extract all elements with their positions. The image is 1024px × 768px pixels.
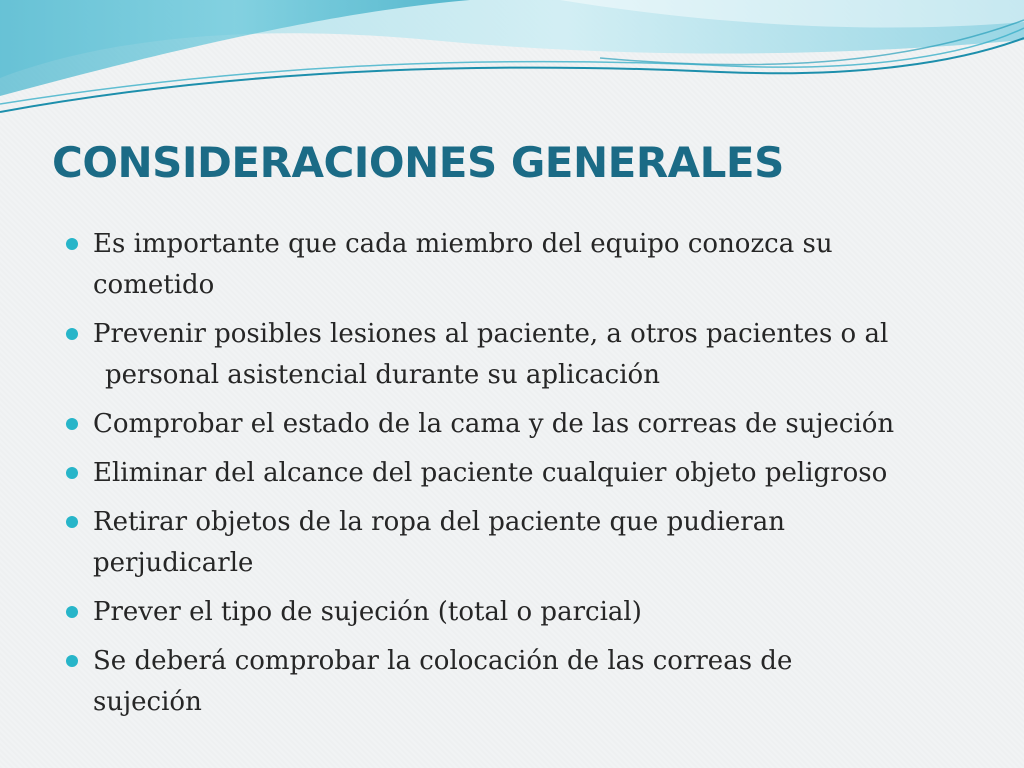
bullet-icon <box>66 328 78 340</box>
header-wave-decoration <box>0 0 1024 130</box>
bullet-list <box>64 224 984 731</box>
list-item-line: Prever el tipo de sujeción (total o parcial) <box>93 597 642 627</box>
list-item-line: cometido <box>93 270 215 300</box>
list-item <box>64 404 984 445</box>
list-item-continuation: personal asistencial durante su aplicación <box>105 360 660 390</box>
list-item-line: Es importante que cada miembro del equipo conozca su <box>93 229 833 259</box>
list-item-line: Prevenir posibles lesiones al paciente, a otros pacientes o al <box>93 319 889 349</box>
list-item-line: Comprobar el estado de la cama y de las correas de sujeción <box>93 409 895 439</box>
list-item <box>64 224 984 306</box>
bullet-icon <box>66 606 78 618</box>
list-item <box>64 502 984 584</box>
list-item-line: Eliminar del alcance del paciente cualquier objeto peligroso <box>93 458 888 488</box>
list-item <box>64 592 984 633</box>
bullet-icon <box>66 467 78 479</box>
bullet-icon <box>66 516 78 528</box>
list-item-line: Se deberá comprobar la colocación de las correas de <box>93 646 793 676</box>
list-item <box>64 453 984 494</box>
bullet-icon <box>66 655 78 667</box>
list-item-line: perjudicarle <box>93 548 254 578</box>
page-title: CONSIDERACIONES GENERALES <box>52 138 784 187</box>
list-item-line: Retirar objetos de la ropa del paciente que pudieran <box>93 507 785 537</box>
bullet-icon <box>66 238 78 250</box>
list-item <box>64 314 984 396</box>
bullet-icon <box>66 418 78 430</box>
list-item <box>64 641 984 723</box>
list-item-line: sujeción <box>93 687 202 717</box>
